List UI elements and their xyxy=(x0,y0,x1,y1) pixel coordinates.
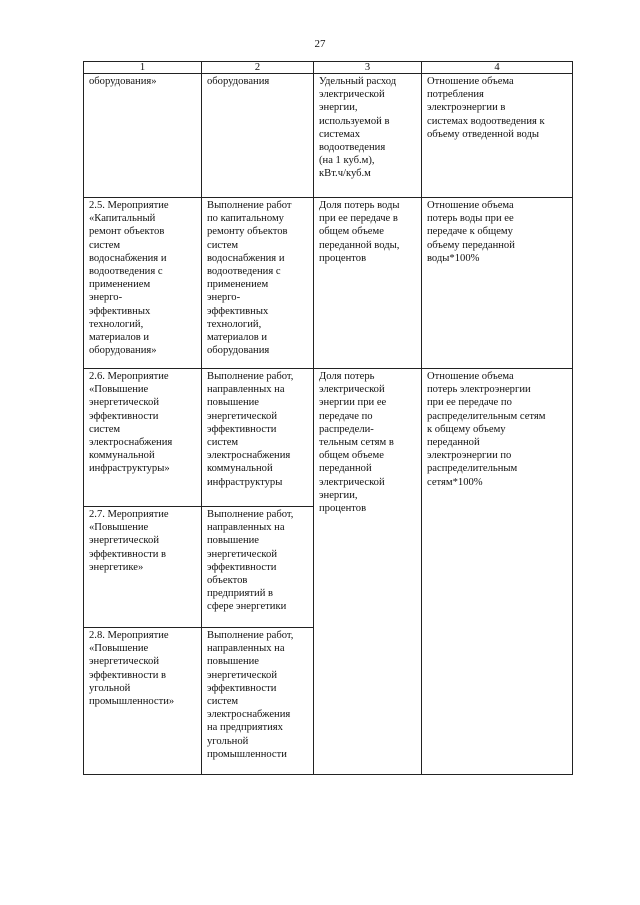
indicator-cell: Удельный расход электрической энергии, используемой в системах водоотведения (на 1 куб.м), кВт.ч/куб.м xyxy=(314,74,422,198)
measure-cell: 2.7. Мероприятие «Повышение энергетической эффективности в энергетике» xyxy=(84,507,202,628)
calculation-method-cell: Отношение объема потребления электроэнергии в системах водоотведения к объему отведенной воды xyxy=(422,74,573,198)
measure-cell: 2.5. Мероприятие «Капитальный ремонт объектов систем водоснабжения и водоотведения с применением энерго- эффективных технологий, материалов и оборудования» xyxy=(84,198,202,369)
measure-cell: оборудования» xyxy=(84,74,202,198)
calculation-method-cell: Отношение объема потерь воды при ее передаче к общему объему переданной воды*100% xyxy=(422,198,573,369)
header-cell: 3 xyxy=(314,62,422,74)
table-row xyxy=(84,74,573,198)
header-cell: 4 xyxy=(422,62,573,74)
work-description-cell: Выполнение работ, направленных на повышение энергетической эффективности систем электроснабжения коммунальной инфраструктуры xyxy=(202,369,314,507)
measure-cell: 2.8. Мероприятие «Повышение энергетической эффективности в угольной промышленности» xyxy=(84,628,202,775)
measure-cell: 2.6. Мероприятие «Повышение энергетической эффективности систем электроснабжения коммунальной инфраструктуры» xyxy=(84,369,202,507)
header-cell: 1 xyxy=(84,62,202,74)
table-row xyxy=(84,369,573,507)
indicator-cell: Доля потерь электрической энергии при ее передаче по распредели- тельным сетям в общем объеме переданной электрической энергии, процентов xyxy=(314,369,422,775)
work-description-cell: оборудования xyxy=(202,74,314,198)
header-cell: 2 xyxy=(202,62,314,74)
table-header-row xyxy=(84,62,573,74)
work-description-cell: Выполнение работ по капитальному ремонту объектов систем водоснабжения и водоотведения с применением энерго- эффективных технологий, материалов и оборудования xyxy=(202,198,314,369)
table-row xyxy=(84,198,573,369)
work-description-cell: Выполнение работ, направленных на повышение энергетической эффективности объектов предприятий в сфере энергетики xyxy=(202,507,314,628)
page-number: 27 xyxy=(314,38,326,50)
indicator-cell: Доля потерь воды при ее передаче в общем объеме переданной воды, процентов xyxy=(314,198,422,369)
measures-table xyxy=(83,61,573,775)
work-description-cell: Выполнение работ, направленных на повышение энергетической эффективности систем электроснабжения на предприятиях угольной промышленности xyxy=(202,628,314,775)
calculation-method-cell: Отношение объема потерь электроэнергии при ее передаче по распределительным сетям к общему объему переданной электроэнергии по распределительным сетям*100% xyxy=(422,369,573,775)
